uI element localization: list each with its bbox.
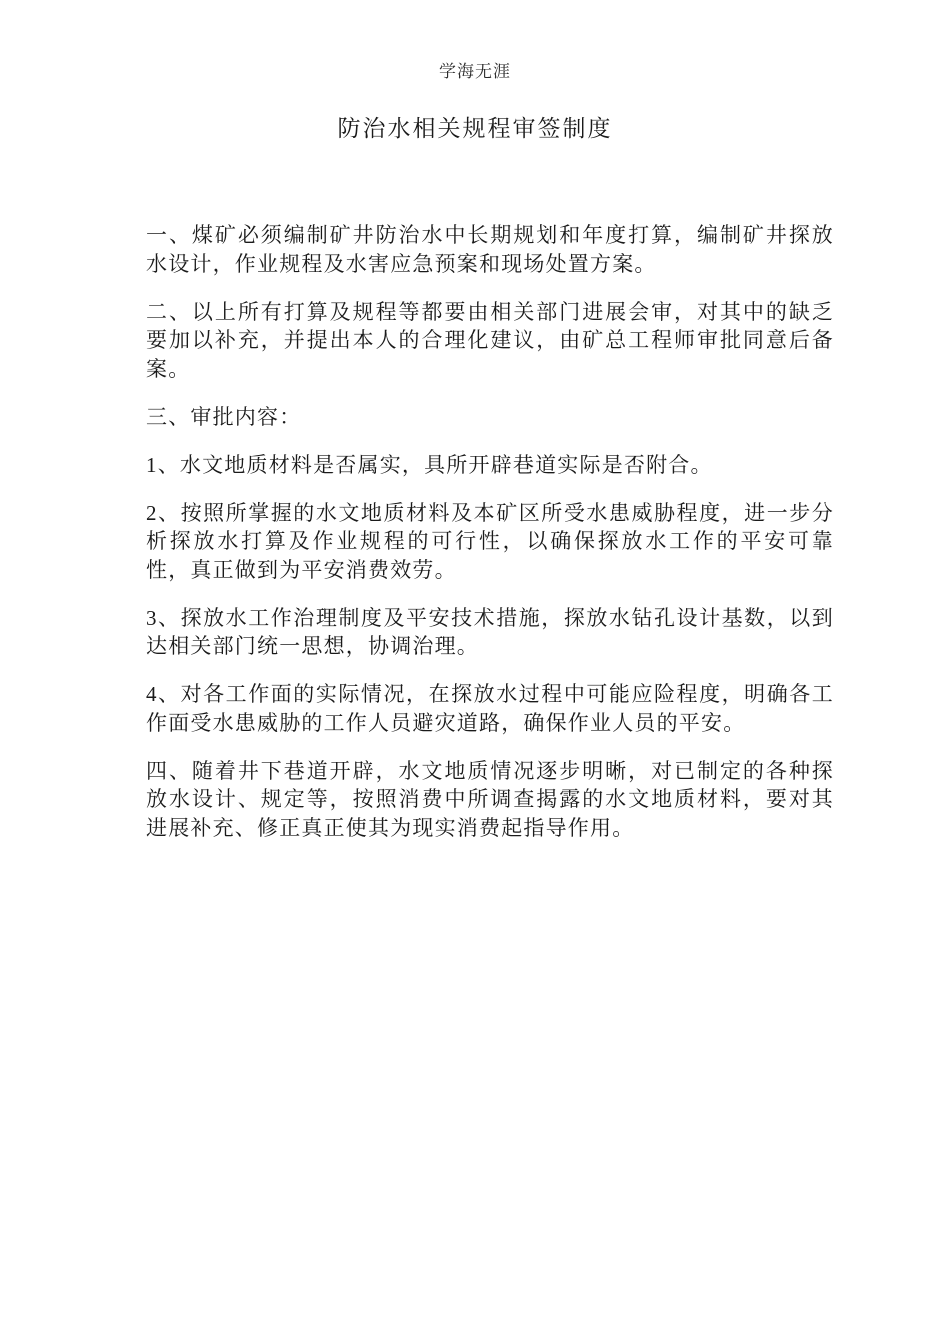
page-header-text: 学海无涯 — [439, 62, 511, 81]
paragraph-8: 四、随着井下巷道开辟，水文地质情况逐步明晰，对已制定的各种探放水设计、规定等，按照消费中所调查揭露的水文地质材料，要对其进展补充、修正真正使其为现实消费起指导作用。 — [146, 758, 834, 840]
document-body — [146, 221, 834, 862]
paragraph-4: 1、水文地质材料是否属实，具所开辟巷道实际是否附合。 — [146, 452, 713, 477]
paragraph-7: 4、对各工作面的实际情况，在探放水过程中可能应险程度，明确各工作面受水患威胁的工作人员避灾道路，确保作业人员的平安。 — [146, 682, 834, 735]
paragraph-6: 3、探放水工作治理制度及平安技术措施，探放水钻孔设计基数，以到达相关部门统一思想，协调治理。 — [146, 605, 834, 658]
document-title: 防治水相关规程审签制度 — [337, 116, 613, 141]
paragraph-3: 三、审批内容： — [146, 404, 302, 429]
paragraph-5: 2、按照所掌握的水文地质材料及本矿区所受水患威胁程度，进一步分析探放水打算及作业规程的可行性，以确保探放水工作的平安可靠性，真正做到为平安消费效劳。 — [146, 500, 834, 582]
paragraph-2: 二、以上所有打算及规程等都要由相关部门进展会审，对其中的缺乏要加以补充，并提出本人的合理化建议，由矿总工程师审批同意后备案。 — [146, 299, 834, 381]
paragraph-1: 一、煤矿必须编制矿井防治水中长期规划和年度打算，编制矿井探放水设计，作业规程及水害应急预案和现场处置方案。 — [146, 223, 834, 276]
